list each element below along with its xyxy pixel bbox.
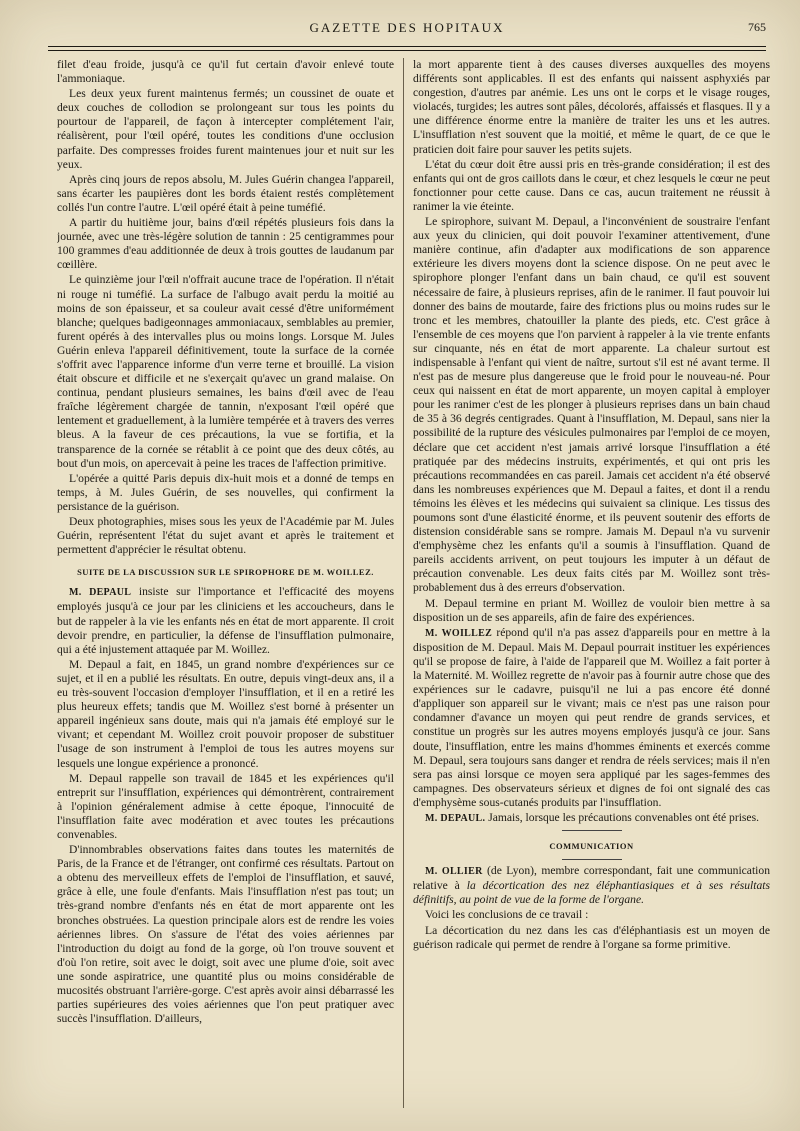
paragraph: filet d'eau froide, jusqu'à ce qu'il fut certain d'avoir enlevé toute l'ammoniaque. (57, 58, 394, 86)
paragraph-text: insiste sur l'importance et l'efficacité des moyens employés jusqu'à ce jour par les cliniciens et les accoucheurs, dans le but de rappeler à la vie les enfants nés en état de mort apparente. Il croit devoir prendre, en particulier, la défense de l'insufflation pulmonaire, qui a été injustement attaquée par M. Woillez. (57, 585, 394, 656)
paragraph: M. Depaul termine en priant M. Woillez de vouloir bien mettre à sa disposition un de ses appareils, afin de faire des expériences. (413, 596, 770, 624)
paragraph: M. Depaul rappelle son travail de 1845 et les expériences qu'il entreprit sur l'insufflation, expériences qui démontrèrent, contrairement à l'opinion généralement admise à cette époque, l'innocuité de l'insufflation faite avec modération et avec toutes les précautions convenables. (57, 771, 394, 841)
paragraph-text: répond qu'il n'a pas assez d'appareils pour en mettre à la disposition de M. Depaul. Mais M. Depaul pourrait instituer les expériences qu'il se propose de faire, à l'aide de l'appareil que M. Woillez a fait porter à la Maternité. M. Woillez regrette de n'avoir pas à fournir autre chose que des expériences sur le cadavre, puisqu'il ne lui a pas encore été donné d'appliquer son appareil sur le vivant; mais ce n'est pas une raison pour condamner d'avance un moyen qui peut rendre de grands services, et constitue un progrès sur les autres moyens employés jusqu'à ce jour. Sans doute, l'insufflation, entre les mains d'hommes éminents et exercés comme M. Depaul, sera toujours sans danger et rendra de réels services; mais il n'en sera pas ainsi lorsque ce moyen sera appliqué par les sages-femmes des campagnes. Des observateurs sérieux et dignes de foi ont signalé des cas d'emphysème sous-cutanés produits par l'insufflation. (413, 625, 770, 809)
communication-title: la décortication des nez éléphantiasiques et à ses résultats définitifs, au point de vue de la forme de l'organe. (413, 879, 770, 907)
paragraph: la mort apparente tient à des causes diverses auxquelles des moyens différents sont applicables. Il est des enfants qui naissent asphyxiés par congestion, d'autres par anémie. Les uns ont le corps et le visage rouges, violacés, turgides; les autres sont pâles, décolorés, affaissés et flasques. Il y a une différence énorme entre la manière de traiter les uns et les autres. L'insufflation n'est souvent que la moitié, et même le quart, de ce que le praticien doit faire pour sauver les petits sujets. (413, 58, 770, 156)
paragraph: L'état du cœur doit être aussi pris en très-grande considération; il est des enfants qui ont de gros caillots dans le cœur, et chez lesquels le cœur ne peut fonctionner pour cette cause. Dans ce cas, aucun traitement ne réussit à ranimer la vie éteinte. (413, 157, 770, 213)
paragraph: L'opérée a quitté Paris depuis dix-huit mois et a donné de temps en temps, à M. Jules Guérin, de ses nouvelles, qui confirment la persistance de la guérison. (57, 471, 394, 513)
paragraph: Voici les conclusions de ce travail : (425, 908, 589, 922)
header-rule (48, 46, 766, 47)
paragraph-text: (de Lyon), membre correspondant, fait une communication relative à (413, 864, 770, 893)
paragraph: M. Depaul a fait, en 1845, un grand nombre d'expériences sur ce sujet, et il en a publié les résultats. En outre, depuis vingt-deux ans, il a eu très-souvent l'occasion d'employer l'insufflation, et il en a retiré les plus heureux effets; tandis que M. Woillez s'est borné à présenter un appareil ingénieux sans doute, mais qui n'a jamais été employé sur le vivant; et cependant M. Woillez croit pouvoir proposer de substituer l'usage de son instrument à l'emploi de tous les autres moyens sur lesquels une longue expérience a prononcé. (57, 657, 394, 770)
page-number: 765 (748, 20, 766, 34)
speaker-name: M. DEPAUL (69, 587, 132, 599)
header-rule-thin (48, 50, 766, 51)
journal-title: GAZETTE DES HOPITAUX (309, 20, 505, 35)
left-column (57, 58, 394, 1118)
paragraph: D'innombrables observations faites dans toutes les maternités de Paris, de la France et de l'étranger, ont confirmé ces résultats. Partout on a obtenu des merveilleux effets de l'emploi de l'insufflation, et sauvé, grâce à elle, une foule d'enfants. Mais l'insufflation n'est pas tout; un très-grand nombre d'enfants nés en état de mort apparente ont les bronches obstruées. La question principale alors est de rendre les voies aériennes libres. On s'assure de l'état des voies aériennes par l'introduction du doigt au fond de la gorge, où l'on trouve souvent et d'où l'on retire, soit avec le doigt, soit avec une plume d'oie, soit avec une sonde aspiratrice, une quantité plus ou moins considérable de mucosités obstruant l'arrière-gorge. C'est après avoir ainsi débarrassé les parties supérieures des voies aériennes que l'on peut pratiquer avec succès l'insufflation. D'ailleurs, (57, 843, 394, 1026)
speaker-name: M. OLLIER (425, 866, 483, 878)
right-column (413, 58, 770, 1118)
paragraph-text: Jamais, lorsque les précautions convenables ont été prises. (485, 810, 759, 824)
paragraph: A partir du huitième jour, bains d'œil répétés plusieurs fois dans la journée, avec une très-légère solution de tannin : 25 centigrammes pour 100 grammes d'eau additionnée de deux à trois gouttes de laudanum par cœillère. (57, 216, 394, 272)
paragraph (57, 585, 394, 656)
paragraph: Le quinzième jour l'œil n'offrait aucune trace de l'opération. Il n'était ni rouge ni tuméfié. La surface de l'albugo avait perdu la moitié au moins de son épaisseur, et sa couleur avait cessé d'être uniformément blanche; quelques badigeonnages ammoniacaux, semblables au premier, furent opérés à des intervalles plus ou moins longs. Lorsque M. Jules Guérin enleva l'appareil définitivement, toute la surface de la cornée s'offrit avec l'apparence informe d'un verre terne et brouillé. La vision était obscure et difficile et ne s'exerçait qu'avec un grand malaise. On continua, pendant plusieurs semaines, les bains d'œil avec de l'eau fraîche légèrement chargée de tannin, n'exposant l'œil opéré que lentement et graduellement, à la lumière tempérée et à travers des verres bleus. A la faveur de ces précautions, la vue se fortifia, et la transparence de la cornée se rétablit à ce point que des deux côtés, au bout d'un mois, on apercevait à peine les traces de l'affection primitive. (57, 273, 394, 470)
paragraph: Les deux yeux furent maintenus fermés; un coussinet de ouate et deux couches de collodion se prolongeant sur tous les points du pourtour de l'appareil, de façon à intercepter complétement l'air, réalisèrent, pour l'œil opéré, toutes les conditions d'une occlusion parfaite. Des compresses froides furent maintenues jour et nuit sur les yeux. (57, 87, 394, 171)
speaker-name: M. DEPAUL. (425, 812, 486, 824)
paragraph (413, 864, 770, 907)
column-divider (403, 58, 404, 1108)
section-separator (562, 830, 622, 831)
paragraph (413, 626, 770, 810)
section-heading: COMMUNICATION (549, 841, 634, 852)
paragraph: La décortication du nez dans les cas d'éléphantiasis est un moyen de guérison radicale qui permet de rendre à l'organe sa forme primitive. (413, 923, 770, 951)
speaker-name: M. WOILLEZ (425, 627, 493, 639)
paragraph (413, 811, 770, 826)
paragraph: Après cinq jours de repos absolu, M. Jules Guérin changea l'appareil, sans écarter les paupières dont les bords étaient restés complètement collés l'un contre l'autre. L'œil opéré était à peine tuméfié. (57, 172, 394, 214)
section-separator (562, 859, 622, 860)
section-heading: SUITE DE LA DISCUSSION SUR LE SPIROPHORE DE M. WOILLEZ. (77, 567, 374, 578)
page-header (48, 20, 766, 42)
paragraph: Le spirophore, suivant M. Depaul, a l'inconvénient de soustraire l'enfant aux yeux du clinicien, qui doit pouvoir l'examiner attentivement, d'une manière continue, afin d'adapter aux modifications de son apparence extérieure les divers moyens dont la science dispose. On ne peut avec le spirophore plonger l'enfant dans un bain chaud, ce qu'il est souvent nécessaire de faire, à plusieurs reprises, afin de le ranimer. Il faut pouvoir lui donner des bains de moutarde, faire des frictions plus ou moins rudes sur le tronc et les membres, chatouiller la plante des pieds, etc. C'est grâce à l'ensemble de ces moyens que l'on parvient à rappeler à la vie trente enfants sur cinquante, nés en état de mort apparente. La chaleur surtout est indispensable à l'enfant qui vient de naître, surtout s'il est né avant terme. Il n'est pas de mesure plus dangereuse que le froid pour le nouveau-né. Pour ceux qui naissent en état de mort apparente, un moyen capital à employer pour les ranimer c'est de les plonger à plusieurs reprises dans un bain chaud de 35 à 36 degrés centigrades. Quant à l'insufflation, M. Depaul, sans nier la possibilité de la rupture des vésicules pulmonaires par l'emploi de ce moyen, déclare que cet accident n'est jamais arrivé lorsque l'insufflation a été pratiquée par des médecins instruits, expérimentés, et qui ont pris les précautions recommandées en cas pareil. Jamais cet accident n'a été observé dans les nombreuses expériences que M. Depaul a faites, et dont il a rendu témoins les élèves et les médecins qui suivaient sa clinique. Les tissus des poumons sont d'une élasticité énorme, et ils peuvent soutenir des efforts de distension considérable sans se rompre. Jamais M. Depaul n'a vu survenir d'emphysème chez les enfants qu'il a soumis à l'insufflation. Quand de pareils accidents arrivent, on peut toujours les imputer à un défaut de précaution convenable. Les deux faits cités par M. Woillez sont très-probablement dus à des erreurs d'observation. (413, 215, 770, 595)
paragraph: Deux photographies, mises sous les yeux de l'Académie par M. Jules Guérin, représentent l'état du sujet avant et après le traitement et permettent d'apprécier le résultat obtenu. (57, 515, 394, 557)
